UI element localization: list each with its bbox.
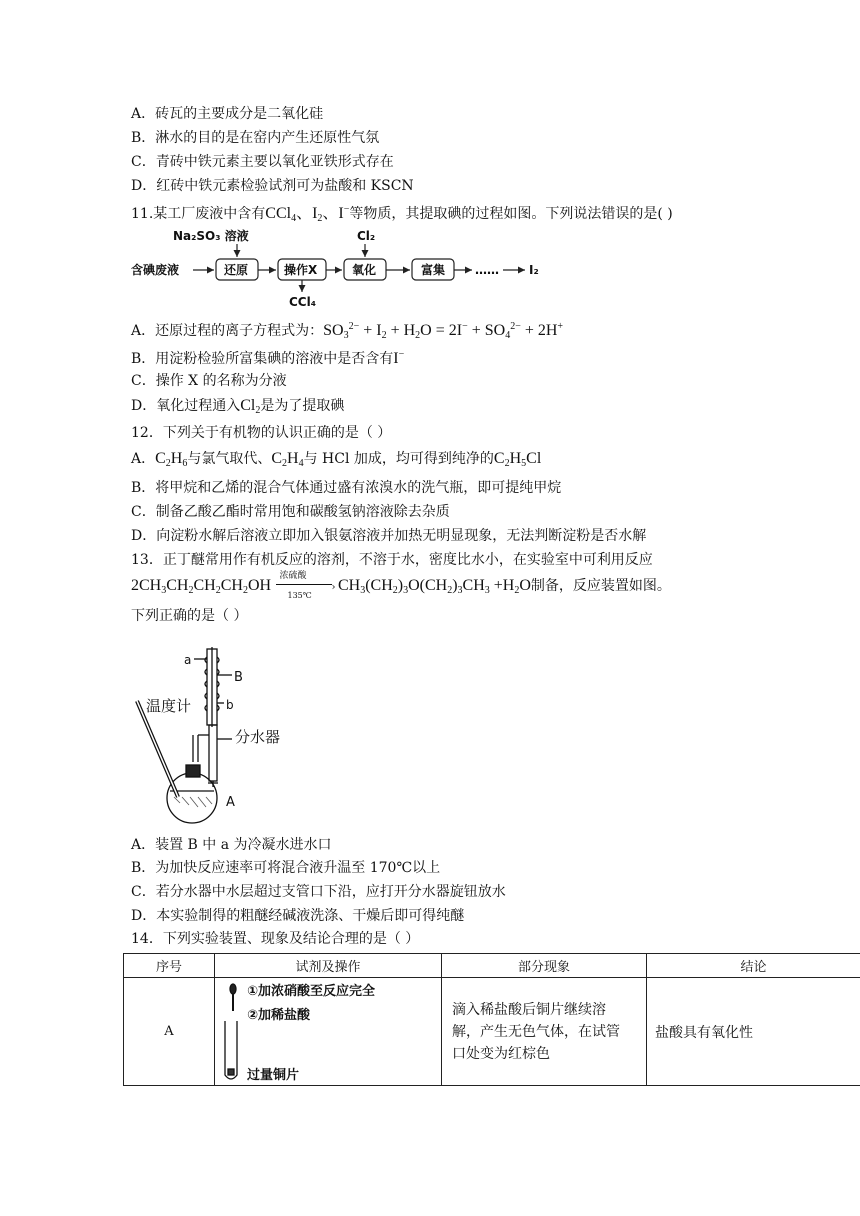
flow-step-x: 操作X [284,263,318,277]
q10-option-a: A．砖瓦的主要成分是二氧化硅 [131,106,324,122]
op-copper: 过量铜片 [247,1067,300,1083]
flow-byproduct: CCl₄ [289,295,316,309]
header-operation: 试剂及操作 [215,954,442,978]
table-row [124,978,860,1086]
q12-stem: 12．下列关于有机物的认识正确的是（ ） [131,425,392,441]
flow-source: 含碘废液 [131,263,180,277]
q12-option-a: A．$C_2H_6$与氯气取代、$C_2H_4$与 HCl 加成，均可得到纯净的$C_2H_5Cl$ [131,450,542,469]
q10-option-d: D．红砖中铁元素检验试剂可为盐酸和 KSCN [131,178,414,194]
q12-option-c: C．制备乙酸乙酯时常用饱和碳酸氢钠溶液除去杂质 [131,504,450,520]
reaction-arrow: 浓硫酸 › 135℃ [276,577,334,595]
flow-product: I₂ [529,263,539,277]
label-thermometer: 温度计 [146,697,192,715]
table-header-row [124,954,860,978]
q11-option-b: B．用淀粉检验所富集碘的溶液中是否含有I− [131,349,405,367]
water-separator [209,725,217,781]
op-step-2: ②加稀盐酸 [247,1007,311,1023]
label-a: a [184,653,192,667]
row-phenomenon: 滴入稀盐酸后铜片继续溶 解，产生无色气体，在试管 口处变为红棕色 [442,978,647,1086]
iodine-extraction-flowchart [131,226,551,312]
flow-step-enrich: 富集 [421,263,446,277]
q13-option-b: B．为加快反应速率可将混合液升温至 170℃以上 [131,860,441,876]
flow-ellipsis: …… [475,263,499,277]
label-b-upper: B [234,670,243,685]
q13-option-c: C．若分水器中水层超过支管口下沿，应打开分水器旋钮放水 [131,884,506,900]
ether-apparatus-diagram [134,647,314,829]
q13-option-d: D．本实验制得的粗醚经碱液洗涤、干燥后即可得纯醚 [131,908,465,924]
flow-reagent-na2so3: Na₂SO₃ 溶液 [173,229,249,243]
q12-option-b: B．将甲烷和乙烯的混合气体通过盛有浓溴水的洗气瓶，即可提纯甲烷 [131,480,562,496]
q12-option-d: D．向淀粉水解后溶液立即加入银氨溶液并加热无明显现象，无法判断淀粉是否水解 [131,528,647,544]
flow-step-oxidize: 氧化 [352,263,377,277]
q10-option-c: C．青砖中铁元素主要以氧化亚铁形式存在 [131,154,394,170]
row-conclusion: 盐酸具有氧化性 [647,978,860,1086]
header-id: 序号 [124,954,215,978]
dropper-bulb [230,984,236,994]
q11-stem: 11.某工厂废液中含有CCl$_4$、$I_2$、I−等物质，其提取碘的过程如图。下列说法错误的是( ) [131,204,673,224]
q14-stem: 14．下列实验装置、现象及结论合理的是（ ） [131,931,420,947]
op-step-1: ①加浓硝酸至反应完全 [247,983,376,999]
q11-option-c: C．操作 X 的名称为分液 [131,373,287,389]
q14-table [123,953,860,1086]
flask-stopper [186,765,200,777]
q13-question: 下列正确的是（ ） [131,608,248,624]
header-phenomenon: 部分现象 [442,954,647,978]
row-id: A [124,978,215,1086]
row-operation [215,978,442,1086]
q10-option-b: B．淋水的目的是在窑内产生还原性气氛 [131,130,380,146]
test-tube-diagram [215,979,441,1085]
header-conclusion: 结论 [647,954,860,978]
q13-stem: 13．正丁醚常用作有机反应的溶剂，不溶于水，密度比水小，在实验室中可利用反应 [131,552,653,568]
label-separator: 分水器 [235,728,281,746]
q11-option-a: A．还原过程的离子方程式为：$SO_3^{2-} + I_2 + H_2O = 2I^- + SO_4^{2-} + 2H^+$ [131,321,564,341]
flow-step-reduce: 还原 [224,263,249,277]
flow-reagent-cl2: Cl₂ [357,229,376,243]
q13-equation: $2CH_3CH_2CH_2CH_2OH$ 浓硫酸 › 135℃ $CH_3(CH_2)_3O(CH_2)_3CH_3 +H_2O$制备，反应装置如图。 [131,571,671,600]
label-flask-a: A [226,795,235,810]
q11-option-d: D．氧化过程通入$Cl_2$是为了提取碘 [131,397,345,416]
q13-option-a: A．装置 B 中 a 为冷凝水进水口 [131,837,332,853]
label-b-lower: b [226,698,234,712]
